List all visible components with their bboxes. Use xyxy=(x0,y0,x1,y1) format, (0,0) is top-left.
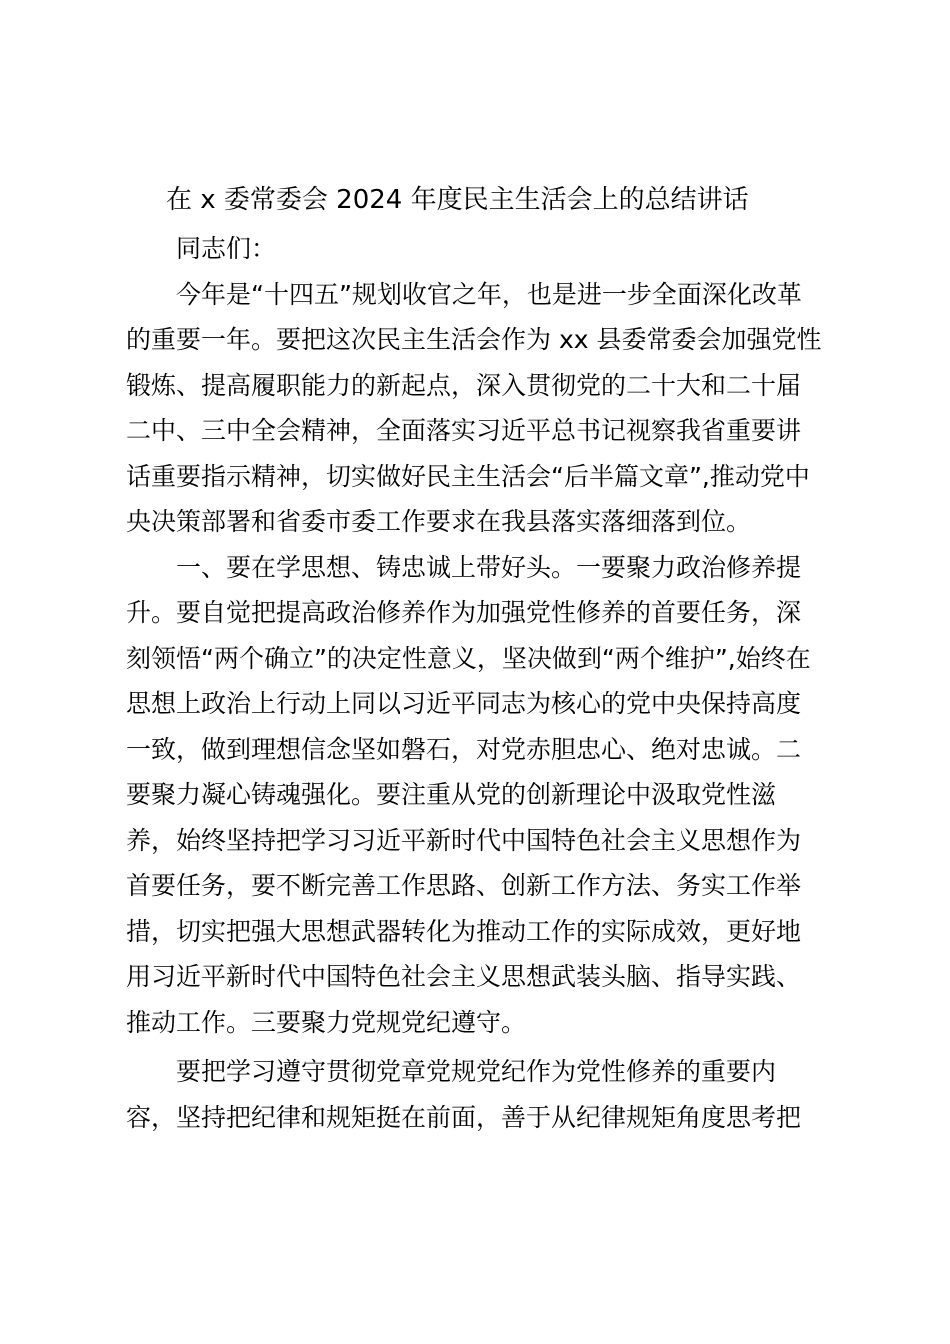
paragraph-1-line-5: 话重要指示精神，切实做好民主生活会“后半篇文章”,推动党中 xyxy=(126,461,810,491)
paragraph-1-line-1: 今年是“十四五”规划收官之年，也是进一步全面深化改革 xyxy=(176,279,802,309)
paragraph-2-line-11: 推动工作。三要聚力党规党纪遵守。 xyxy=(126,1007,527,1037)
paragraph-2-line-5: 一致，做到理想信念坚如磐石，对党赤胆忠心、绝对忠诚。二 xyxy=(126,734,802,764)
paragraph-1-line-2: 的重要一年。要把这次民主生活会作为 xx 县委常委会加强党性 xyxy=(126,325,822,354)
paragraph-2-line-9: 措，切实把强大思想武器转化为推动工作的实际成效，更好地 xyxy=(126,916,802,946)
paragraph-2-line-3: 刻领悟“两个确立”的决定性意义，坚决做到“两个维护”,始终在 xyxy=(126,643,811,673)
paragraph-1-line-6: 央决策部署和省委市委工作要求在我县落实落细落到位。 xyxy=(126,507,752,536)
paragraph-2-line-2: 升。要自觉把提高政治修养作为加强党性修养的首要任务，深 xyxy=(126,598,802,627)
paragraph-2-line-4: 思想上政治上行动上同以习近平同志为核心的党中央保持高度 xyxy=(126,689,802,718)
paragraph-3-line-1: 要把学习遵守贯彻党章党规党纪作为党性修养的重要内 xyxy=(176,1057,777,1086)
paragraph-2-line-6: 要聚力凝心铸魂强化。要注重从党的创新理论中汲取党性滋 xyxy=(126,780,777,809)
paragraph-1-line-4: 二中、三中全会精神，全面落实习近平总书记视察我省重要讲 xyxy=(126,416,802,445)
paragraph-2-line-10: 用习近平新时代中国特色社会主义思想武装头脑、指导实践、 xyxy=(126,962,802,991)
document-title: 在 x 委常委会 2024 年度民主生活会上的总结讲话 xyxy=(166,185,749,215)
paragraph-2-line-8: 首要任务，要不断完善工作思路、创新工作方法、务实工作举 xyxy=(126,871,802,900)
paragraph-1-line-3: 锻炼、提高履职能力的新起点，深入贯彻党的二十大和二十届 xyxy=(126,370,802,400)
paragraph-2-line-7: 养，始终坚持把学习习近平新时代中国特色社会主义思想作为 xyxy=(126,825,802,855)
paragraph-3-line-2: 容，坚持把纪律和规矩挺在前面，善于从纪律规矩角度思考把 xyxy=(126,1102,802,1132)
salutation: 同志们： xyxy=(176,234,277,263)
document-body xyxy=(126,226,832,1140)
paragraph-2-line-1: 一、要在学思想、铸忠诚上带好头。一要聚力政治修养提 xyxy=(176,552,802,582)
